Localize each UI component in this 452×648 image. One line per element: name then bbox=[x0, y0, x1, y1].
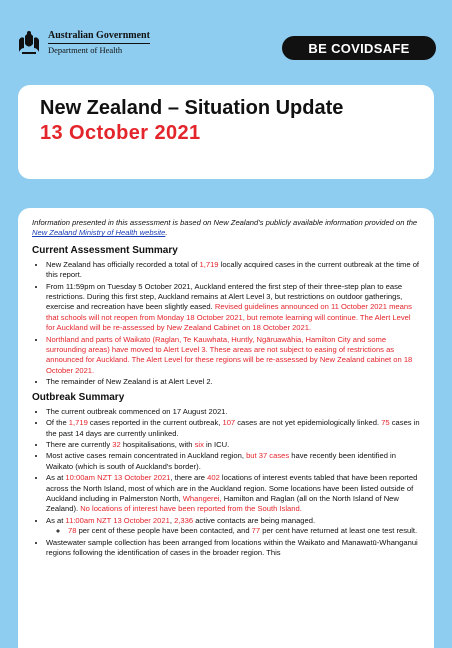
section-heading-current: Current Assessment Summary bbox=[32, 244, 178, 256]
contacts-sublist bbox=[46, 526, 420, 536]
page-title: New Zealand – Situation Update bbox=[40, 97, 344, 119]
list-item: ◦ 78 per cent of these people have been contacted, and 77 per cent have returned at least one test result. bbox=[68, 526, 420, 536]
badge-be: BE bbox=[308, 40, 328, 56]
coat-of-arms-icon bbox=[16, 30, 42, 56]
list-item: • New Zealand has officially recorded a total of 1,719 locally acquired cases in the current outbreak at the time of this report. bbox=[46, 260, 420, 281]
intro-note: Information presented in this assessment is based on New Zealand's publicly available information provided on the New Zealand Ministry of Health website. bbox=[32, 218, 418, 238]
list-item: • The remainder of New Zealand is at Alert Level 2. bbox=[46, 377, 420, 387]
list-item: • From 11:59pm on Tuesday 5 October 2021, Auckland entered the first step of their three-step plan to ease restrictions. During this first step, Auckland remains at Alert Level 3, but restrictions on outdoor gatherings, exercise and recreation have been slightly eased. Revised guidelines announced on 11 October 2021 means that schools will not reopen from Monday 18 October 2021, but remote learning will continue. The Alert Level for Auckland will be re-assessed by New Zealand Cabinet on 18 October 2021. bbox=[46, 282, 420, 334]
current-summary-list bbox=[32, 260, 420, 388]
nz-health-link[interactable]: New Zealand Ministry of Health website bbox=[32, 228, 166, 238]
list-item: • As at 11:00am NZT 13 October 2021, 2,336 active contacts are being managed. ◦ 78 per cent of these people have been contacted, and 77 per cent have returned at least one test result. bbox=[46, 516, 420, 537]
content-card bbox=[18, 208, 434, 648]
title-card bbox=[18, 85, 434, 179]
list-item: • Most active cases remain concentrated in Auckland region, but 37 cases have recently been identified in Waikato (which is south of Auckland's border). bbox=[46, 451, 420, 472]
list-item: • Of the 1,719 cases reported in the current outbreak, 107 cases are not yet epidemiologically linked. 75 cases in the past 14 days are currently unlinked. bbox=[46, 418, 420, 439]
australian-government-logo bbox=[16, 30, 150, 56]
section-heading-outbreak: Outbreak Summary bbox=[32, 391, 125, 403]
page-date: 13 October 2021 bbox=[40, 122, 201, 144]
be-covidsafe-badge bbox=[282, 36, 436, 60]
list-item: • Wastewater sample collection has been arranged from locations within the Waikato and Manawatū-Whanganui regions following the identification of cases in the broader region. This bbox=[46, 538, 420, 559]
outbreak-summary-list bbox=[32, 407, 420, 559]
page-header bbox=[0, 0, 452, 80]
gov-name: Australian Government bbox=[48, 30, 150, 41]
list-item: • Northland and parts of Waikato (Raglan, Te Kauwhata, Huntly, Ngāruawāhia, Hamilton City and some surrounding areas) have moved to Alert Level 3. These areas are not subject to easing of restrictions as announced for Auckland. The Alert Level for these regions will be re-assessed by New Zealand cabinet on 18 October 2021. bbox=[46, 335, 420, 377]
list-item: • As at 10:00am NZT 13 October 2021, there are 402 locations of interest events tabled that have been reported across the North Island, most of which are in the Auckland region. Some locations have been listed outside of Auckland including in Palmerston North, Whangerei, Hamilton and Raglan (all on the North Island of New Zealand). No locations of interest have been reported from the South Island. bbox=[46, 473, 420, 515]
list-item: • The current outbreak commenced on 17 August 2021. bbox=[46, 407, 420, 417]
list-item: • There are currently 32 hospitalisations, with six in ICU. bbox=[46, 440, 420, 450]
department-name: Department of Health bbox=[48, 43, 150, 56]
badge-covidsafe: COVIDSAFE bbox=[331, 40, 410, 56]
